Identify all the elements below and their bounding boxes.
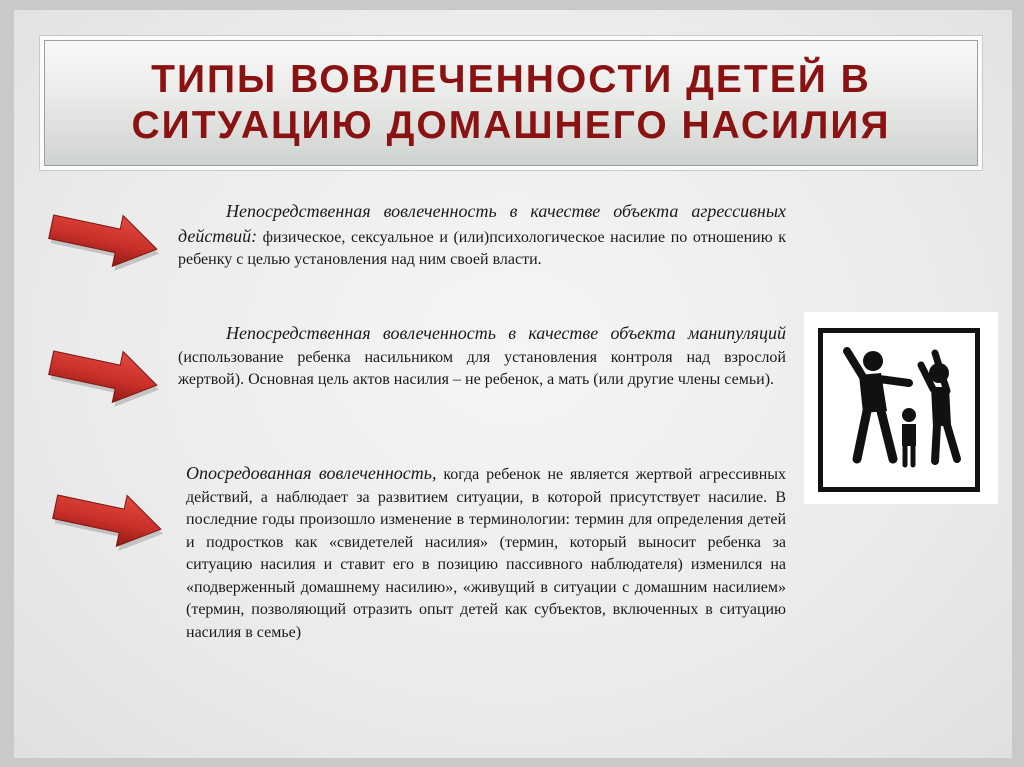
slide-title <box>132 57 891 149</box>
paragraph-indirect <box>186 462 786 644</box>
arrow-right-icon <box>44 202 164 274</box>
arrow-right-icon <box>44 338 164 410</box>
paragraph-lead: Непосредственная вовлеченность в качестве объекта агрессивных действий: <box>178 201 786 246</box>
arrow-right-icon <box>48 482 168 554</box>
slide-title-line-2: СИТУАЦИЮ ДОМАШНЕГО НАСИЛИЯ <box>131 104 891 147</box>
paragraph-lead: Непосредственная вовлеченность в качестве объекта манипуляций <box>226 323 786 343</box>
paragraph-body: когда ребенок не является жертвой агрессивных действий, а наблюдает за развитием ситуации, в которой присутствует насилие. В последние годы произошло изменение в терминологии: термин для определения детей и подростков как «свидетелей насилия» (термин, который выносит ребенка за ситуацию насилия и ставит его в позицию пассивного наблюдателя) изменился на «подверженный домашнему насилию», «живущий в ситуации с домашним насилием» (термин, позволяющий отразить опыт детей как субъектов, включенных в ситуацию насилия в семье) <box>186 466 787 641</box>
domestic-violence-pictogram-icon <box>818 328 980 492</box>
paragraph-body: физическое, сексуальное и (или)психологическое насилие по отношению к ребенку с целью установления над ним своей власти. <box>178 228 786 268</box>
slide <box>14 10 1012 758</box>
domestic-violence-pictogram <box>804 312 998 504</box>
paragraph-body: (использование ребенка насильником для установления контроля над взрослой жертвой). Основная цель актов насилия – не ребенок, а мать (или другие члены семьи). <box>178 348 786 388</box>
title-banner <box>44 40 978 166</box>
slide-title-line-1: ТИПЫ ВОВЛЕЧЕННОСТИ ДЕТЕЙ В <box>151 58 871 101</box>
paragraph-manipulation <box>178 322 786 392</box>
paragraph-lead: Опосредованная вовлеченность, <box>186 463 437 483</box>
paragraph-direct-aggression <box>178 200 786 272</box>
